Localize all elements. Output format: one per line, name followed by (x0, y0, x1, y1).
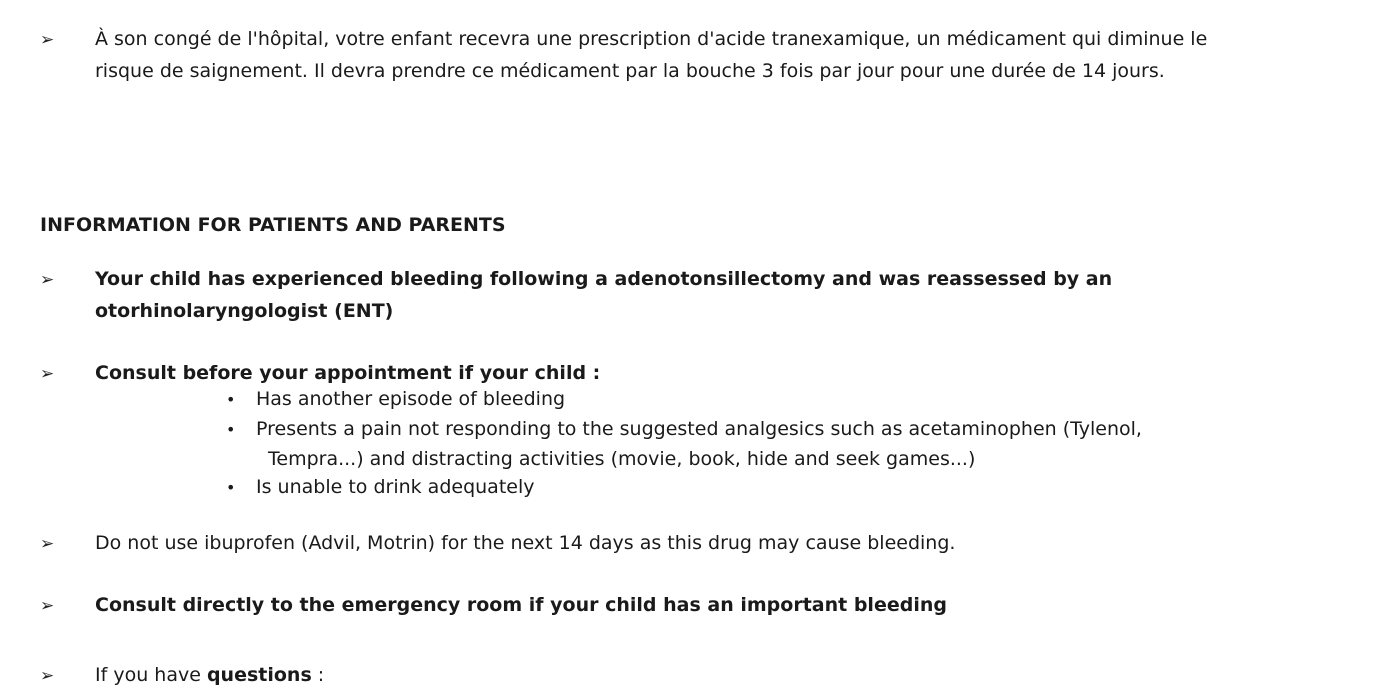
bullet-dot-icon: • (226, 390, 236, 409)
arrow-bullet-icon: ➢ (40, 666, 55, 686)
questions-prefix: If you have (95, 664, 207, 686)
consult-label: Consult before your appointment if your child : (95, 362, 601, 384)
bullet-dot-icon: • (226, 478, 236, 497)
french-note-line-2: risque de saignement. Il devra prendre ce médicament par la bouche 3 fois par jour pour une durée de 14 jours. (95, 60, 1165, 82)
ibuprofen-note: Do not use ibuprofen (Advil, Motrin) for the next 14 days as this drug may cause bleeding. (95, 532, 956, 554)
arrow-bullet-icon: ➢ (40, 534, 55, 554)
consult-bullet-3: Is unable to drink adequately (256, 476, 535, 498)
arrow-bullet-icon: ➢ (40, 30, 55, 50)
bleeding-line-1: Your child has experienced bleeding following a adenotonsillectomy and was reassessed by an (95, 268, 1113, 290)
bleeding-line-2: otorhinolaryngologist (ENT) (95, 300, 394, 322)
french-note-line-1: À son congé de l'hôpital, votre enfant recevra une prescription d'acide tranexamique, un médicament qui diminue le (95, 28, 1208, 50)
bullet-dot-icon: • (226, 420, 236, 439)
questions-suffix: : (311, 664, 325, 686)
arrow-bullet-icon: ➢ (40, 596, 55, 616)
emergency-note: Consult directly to the emergency room if your child has an important bleeding (95, 594, 947, 616)
questions-bold: questions (206, 664, 312, 686)
questions-line (95, 664, 324, 686)
section-heading: INFORMATION FOR PATIENTS AND PARENTS (40, 214, 506, 236)
arrow-bullet-icon: ➢ (40, 270, 55, 290)
consult-bullet-2-cont: Tempra...) and distracting activities (movie, book, hide and seek games...) (268, 448, 976, 470)
consult-bullet-2: Presents a pain not responding to the suggested analgesics such as acetaminophen (Tylenol, (256, 418, 1142, 440)
consult-bullet-1: Has another episode of bleeding (256, 388, 566, 410)
arrow-bullet-icon: ➢ (40, 364, 55, 384)
